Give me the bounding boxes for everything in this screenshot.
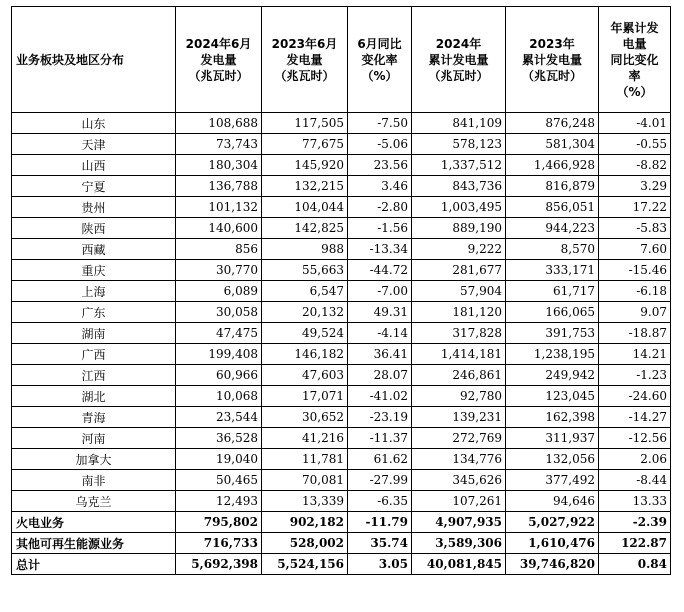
jun-2024-cell: 5,692,398 [176,554,262,575]
jun-2024-cell: 6,089 [176,281,262,302]
jun-yoy-cell: 35.74 [348,533,412,554]
jun-2024-cell: 716,733 [176,533,262,554]
ytd-2024-cell: 889,190 [412,218,506,239]
jun-yoy-cell: -6.35 [348,491,412,512]
jun-2023-cell: 41,216 [262,428,348,449]
jun-2024-cell: 30,770 [176,260,262,281]
ytd-2024-cell: 181,120 [412,302,506,323]
ytd-2023-cell: 816,879 [506,176,599,197]
ytd-2024-cell: 3,589,306 [412,533,506,554]
ytd-2023-cell: 5,027,922 [506,512,599,533]
table-row [12,197,671,218]
ytd-2023-cell: 61,717 [506,281,599,302]
ytd-2024-cell: 345,626 [412,470,506,491]
table-row [12,281,671,302]
ytd-2023-cell: 123,045 [506,386,599,407]
region-cell: 河南 [12,428,176,449]
header-line: 6月同比 [357,36,402,51]
region-cell: 江西 [12,365,176,386]
jun-yoy-cell: -13.34 [348,239,412,260]
jun-2023-cell: 47,603 [262,365,348,386]
ytd-yoy-cell: 7.60 [599,239,671,260]
jun-2023-cell: 11,781 [262,449,348,470]
jun-yoy-cell: -4.14 [348,323,412,344]
jun-2023-cell: 30,652 [262,407,348,428]
ytd-2023-cell: 1,238,195 [506,344,599,365]
ytd-yoy-cell: -4.01 [599,113,671,134]
header-line: 累计发电量 [428,52,489,67]
ytd-2023-cell: 581,304 [506,134,599,155]
region-cell: 广东 [12,302,176,323]
region-cell: 南非 [12,470,176,491]
ytd-2024-cell: 1,414,181 [412,344,506,365]
jun-2023-cell: 145,920 [262,155,348,176]
jun-2024-cell: 795,802 [176,512,262,533]
region-cell: 上海 [12,281,176,302]
header-ytd-2023 [506,7,599,113]
region-cell: 重庆 [12,260,176,281]
table-row [12,470,671,491]
ytd-2024-cell: 139,231 [412,407,506,428]
jun-2024-cell: 60,966 [176,365,262,386]
power-generation-table [11,6,671,575]
jun-2024-cell: 23,544 [176,407,262,428]
ytd-2024-cell: 134,776 [412,449,506,470]
ytd-yoy-cell: -24.60 [599,386,671,407]
report-container [11,6,671,575]
jun-2023-cell: 17,071 [262,386,348,407]
jun-yoy-cell: -7.00 [348,281,412,302]
jun-yoy-cell: 3.46 [348,176,412,197]
jun-2023-cell: 104,044 [262,197,348,218]
header-line: 发电量 [286,52,323,67]
ytd-yoy-cell: 14.21 [599,344,671,365]
ytd-yoy-cell: -6.18 [599,281,671,302]
ytd-2023-cell: 1,610,476 [506,533,599,554]
jun-yoy-cell: 61.62 [348,449,412,470]
header-line: 电量 [622,36,647,51]
header-line: 变化率 [361,52,398,67]
header-ytd-2024 [412,7,506,113]
region-cell: 天津 [12,134,176,155]
region-cell: 西藏 [12,239,176,260]
jun-2023-cell: 6,547 [262,281,348,302]
jun-yoy-cell: -23.19 [348,407,412,428]
ytd-2024-cell: 4,907,935 [412,512,506,533]
ytd-yoy-cell: 13.33 [599,491,671,512]
region-cell: 火电业务 [12,512,176,533]
ytd-yoy-cell: 9.07 [599,302,671,323]
ytd-2023-cell: 944,223 [506,218,599,239]
summary-row [12,554,671,575]
ytd-2023-cell: 249,942 [506,365,599,386]
header-region [12,7,176,113]
ytd-yoy-cell: 17.22 [599,197,671,218]
region-cell: 湖北 [12,386,176,407]
jun-2023-cell: 117,505 [262,113,348,134]
ytd-2023-cell: 876,248 [506,113,599,134]
ytd-yoy-cell: -5.83 [599,218,671,239]
region-cell: 总计 [12,554,176,575]
table-row [12,302,671,323]
ytd-2023-cell: 166,065 [506,302,599,323]
jun-2023-cell: 20,132 [262,302,348,323]
region-cell: 加拿大 [12,449,176,470]
jun-2024-cell: 12,493 [176,491,262,512]
ytd-yoy-cell: -2.39 [599,512,671,533]
jun-2024-cell: 140,600 [176,218,262,239]
table-row [12,134,671,155]
header-line: （兆瓦时） [274,68,335,83]
ytd-2023-cell: 377,492 [506,470,599,491]
jun-2023-cell: 5,524,156 [262,554,348,575]
jun-2023-cell: 49,524 [262,323,348,344]
table-row [12,218,671,239]
jun-yoy-cell: 28.07 [348,365,412,386]
ytd-yoy-cell: 122.87 [599,533,671,554]
ytd-2023-cell: 162,398 [506,407,599,428]
jun-2024-cell: 50,465 [176,470,262,491]
jun-yoy-cell: -5.06 [348,134,412,155]
table-row [12,239,671,260]
ytd-2024-cell: 281,677 [412,260,506,281]
header-jun-yoy [348,7,412,113]
ytd-yoy-cell: -18.87 [599,323,671,344]
table-row [12,386,671,407]
ytd-2024-cell: 57,904 [412,281,506,302]
table-row [12,344,671,365]
header-jun-2023 [262,7,348,113]
jun-yoy-cell: 49.31 [348,302,412,323]
ytd-2023-cell: 1,466,928 [506,155,599,176]
ytd-2024-cell: 841,109 [412,113,506,134]
table-body [12,113,671,575]
header-line: 率 [628,68,641,83]
ytd-2024-cell: 9,222 [412,239,506,260]
jun-yoy-cell: -7.50 [348,113,412,134]
ytd-yoy-cell: 0.84 [599,554,671,575]
header-jun-2024 [176,7,262,113]
ytd-yoy-cell: -1.23 [599,365,671,386]
region-cell: 山西 [12,155,176,176]
jun-yoy-cell: -2.80 [348,197,412,218]
ytd-yoy-cell: -12.56 [599,428,671,449]
ytd-yoy-cell: -15.46 [599,260,671,281]
ytd-2024-cell: 107,261 [412,491,506,512]
table-row [12,176,671,197]
jun-2024-cell: 108,688 [176,113,262,134]
table-row [12,155,671,176]
ytd-2023-cell: 391,753 [506,323,599,344]
jun-2023-cell: 142,825 [262,218,348,239]
ytd-yoy-cell: 3.29 [599,176,671,197]
jun-2024-cell: 30,058 [176,302,262,323]
ytd-2024-cell: 843,736 [412,176,506,197]
region-cell: 青海 [12,407,176,428]
ytd-yoy-cell: -8.44 [599,470,671,491]
header-line: （兆瓦时） [428,68,489,83]
jun-2023-cell: 528,002 [262,533,348,554]
header-ytd-yoy [599,7,671,113]
ytd-2023-cell: 8,570 [506,239,599,260]
ytd-2024-cell: 246,861 [412,365,506,386]
jun-yoy-cell: 23.56 [348,155,412,176]
header-line: 2024年6月 [185,36,252,51]
ytd-yoy-cell: -8.82 [599,155,671,176]
header-line: 2023年6月 [271,36,338,51]
header-line: 同比变化 [610,52,659,67]
ytd-2024-cell: 92,780 [412,386,506,407]
jun-2023-cell: 902,182 [262,512,348,533]
jun-yoy-cell: -44.72 [348,260,412,281]
header-line: （兆瓦时） [521,68,582,83]
header-line: （%） [616,84,653,99]
region-cell: 贵州 [12,197,176,218]
ytd-2024-cell: 1,003,495 [412,197,506,218]
header-line: 业务板块及地区分布 [16,52,125,67]
table-row [12,491,671,512]
jun-2023-cell: 70,081 [262,470,348,491]
jun-2024-cell: 136,788 [176,176,262,197]
ytd-2023-cell: 333,171 [506,260,599,281]
jun-yoy-cell: 36.41 [348,344,412,365]
ytd-yoy-cell: 2.06 [599,449,671,470]
ytd-2024-cell: 578,123 [412,134,506,155]
jun-yoy-cell: -1.56 [348,218,412,239]
summary-row [12,512,671,533]
jun-yoy-cell: -11.79 [348,512,412,533]
header-line: 2024年 [435,36,482,51]
jun-yoy-cell: -27.99 [348,470,412,491]
table-row [12,428,671,449]
header-line: 累计发电量 [521,52,582,67]
summary-row [12,533,671,554]
header-line: 年累计发 [610,20,659,35]
header-line: 2023年 [529,36,575,51]
ytd-yoy-cell: -0.55 [599,134,671,155]
jun-2023-cell: 55,663 [262,260,348,281]
jun-2024-cell: 856 [176,239,262,260]
ytd-2023-cell: 311,937 [506,428,599,449]
jun-2023-cell: 988 [262,239,348,260]
region-cell: 广西 [12,344,176,365]
table-header [12,7,671,113]
table-row [12,449,671,470]
header-line: （兆瓦时） [188,68,249,83]
jun-2024-cell: 47,475 [176,323,262,344]
table-row [12,365,671,386]
region-cell: 山东 [12,113,176,134]
jun-2023-cell: 132,215 [262,176,348,197]
jun-2024-cell: 199,408 [176,344,262,365]
jun-2024-cell: 36,528 [176,428,262,449]
jun-2024-cell: 19,040 [176,449,262,470]
jun-2024-cell: 73,743 [176,134,262,155]
ytd-yoy-cell: -14.27 [599,407,671,428]
table-row [12,260,671,281]
ytd-2024-cell: 317,828 [412,323,506,344]
ytd-2024-cell: 1,337,512 [412,155,506,176]
jun-yoy-cell: 3.05 [348,554,412,575]
region-cell: 乌克兰 [12,491,176,512]
ytd-2023-cell: 39,746,820 [506,554,599,575]
jun-yoy-cell: -41.02 [348,386,412,407]
region-cell: 其他可再生能源业务 [12,533,176,554]
jun-2023-cell: 77,675 [262,134,348,155]
ytd-2023-cell: 856,051 [506,197,599,218]
jun-2024-cell: 101,132 [176,197,262,218]
region-cell: 宁夏 [12,176,176,197]
header-line: 发电量 [200,52,237,67]
ytd-2023-cell: 132,056 [506,449,599,470]
jun-2023-cell: 146,182 [262,344,348,365]
ytd-2023-cell: 94,646 [506,491,599,512]
ytd-2024-cell: 272,769 [412,428,506,449]
table-row [12,113,671,134]
table-row [12,323,671,344]
header-line: （%） [361,68,398,83]
region-cell: 陕西 [12,218,176,239]
table-row [12,407,671,428]
region-cell: 湖南 [12,323,176,344]
jun-2024-cell: 180,304 [176,155,262,176]
jun-2024-cell: 10,068 [176,386,262,407]
ytd-2024-cell: 40,081,845 [412,554,506,575]
jun-2023-cell: 13,339 [262,491,348,512]
jun-yoy-cell: -11.37 [348,428,412,449]
